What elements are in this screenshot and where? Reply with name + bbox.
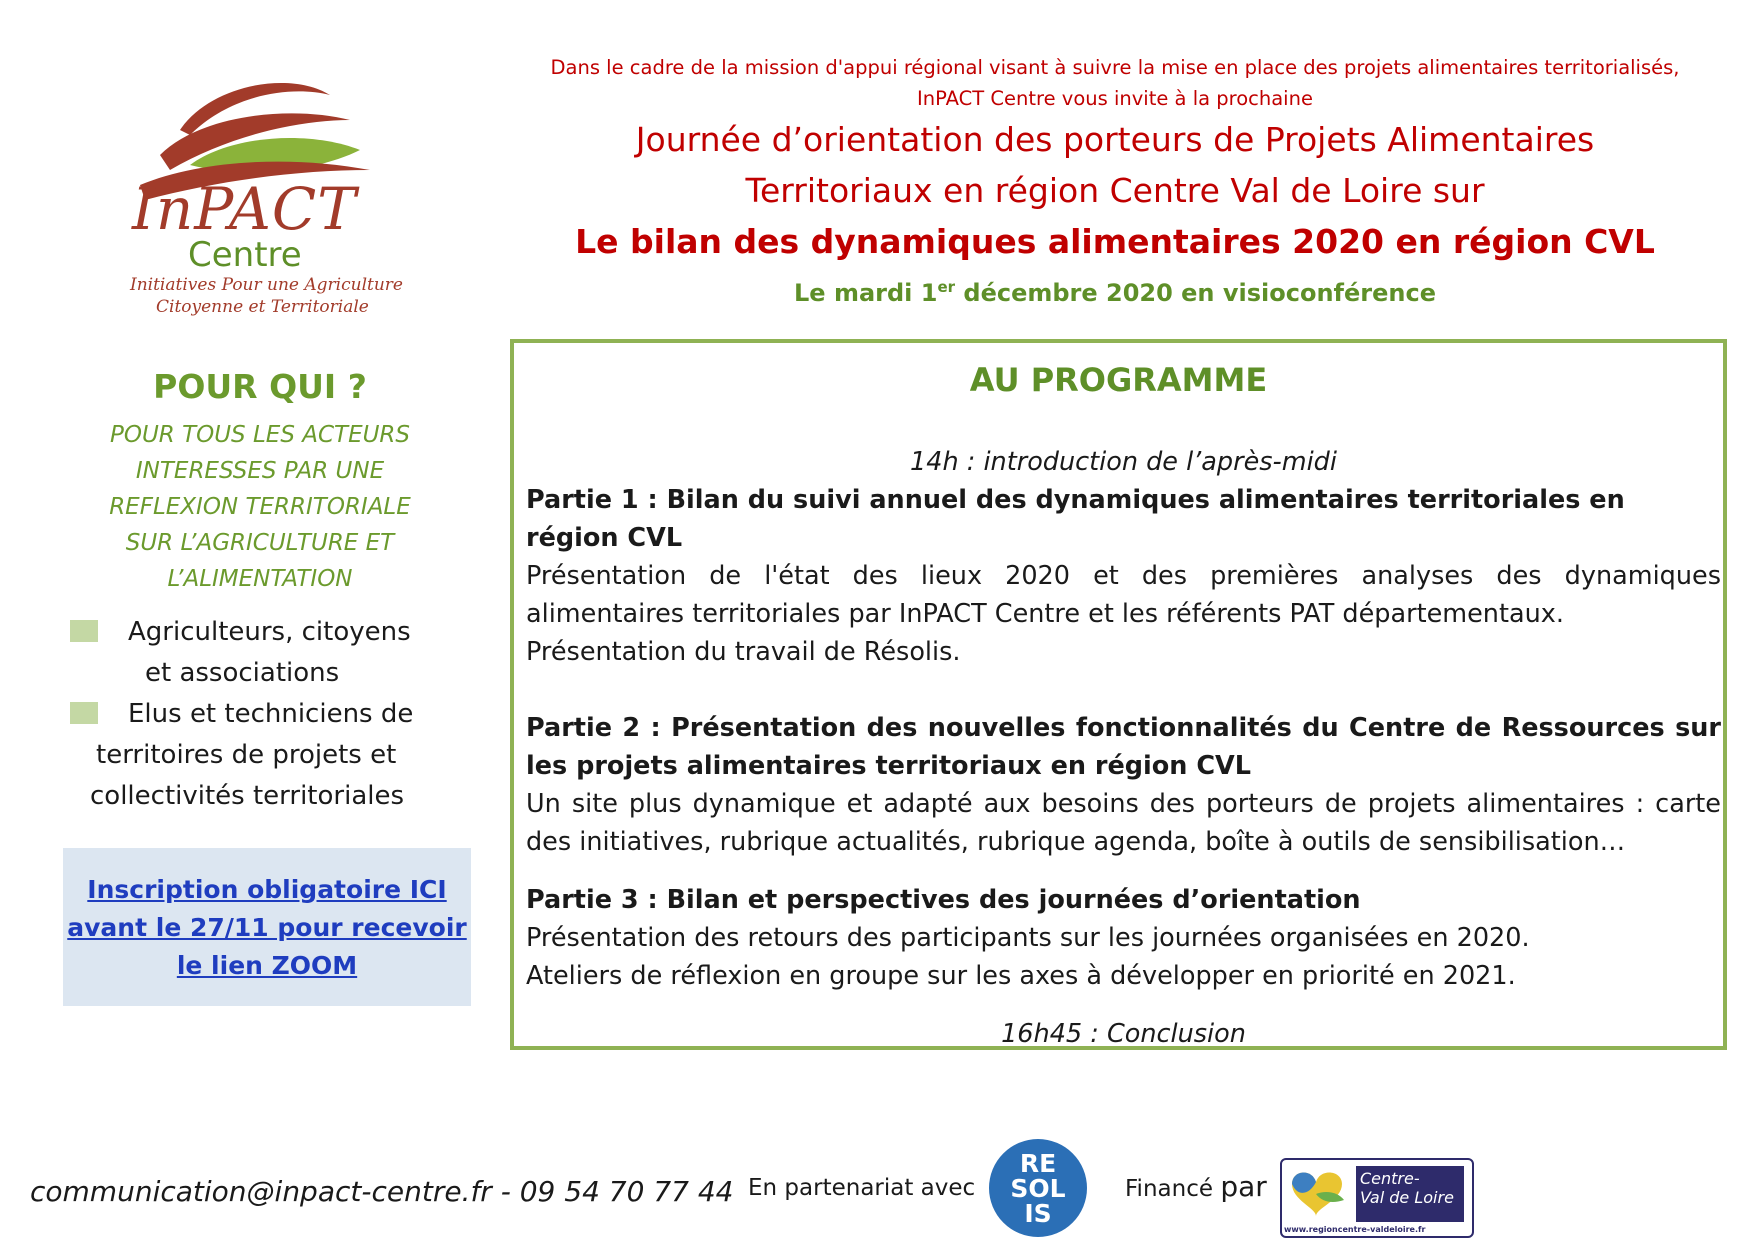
audience-item-2 bbox=[70, 694, 460, 735]
square-bullet-icon bbox=[70, 620, 98, 642]
logo-subtitle: Centre bbox=[188, 235, 302, 275]
inscription-line-1: Inscription obligatoire ICI bbox=[87, 875, 447, 904]
partie-1-text-1: Présentation de l'état des lieux 2020 et des premières analyses des dynamiques alimentaires territoriales par InPACT Centre et les référents PAT départementaux. bbox=[526, 561, 1721, 629]
partie-3-title: Partie 3 : Bilan et perspectives des journées d’orientation bbox=[526, 885, 1361, 915]
event-title-line-3: Le bilan des dynamiques alimentaires 2020 en région CVL bbox=[575, 222, 1655, 261]
partie-2-text: Un site plus dynamique et adapté aux besoins des porteurs de projets alimentaires : carte des initiatives, rubrique actualités, rubrique agenda, boîte à outils de sensibilisation… bbox=[526, 789, 1721, 857]
inscription-line-2: avant le 27/11 pour recevoir bbox=[67, 913, 467, 942]
intro-line-1: Dans le cadre de la mission d'appui régional visant à suivre la mise en place des projets alimentaires territorialisés, bbox=[550, 56, 1680, 79]
program-conclusion: 16h45 : Conclusion bbox=[1001, 1019, 1246, 1049]
partie-1-title: Partie 1 : Bilan du suivi annuel des dynamiques alimentaires territoriales en région CVL bbox=[526, 485, 1625, 553]
audience-item-1-line-1: Agriculteurs, citoyens bbox=[128, 617, 411, 647]
acteurs-line: INTERESSES PAR UNE bbox=[135, 458, 385, 484]
acteurs-line: POUR TOUS LES ACTEURS bbox=[109, 422, 411, 448]
event-title-line-2: Territoriaux en région Centre Val de Loire sur bbox=[745, 171, 1485, 210]
acteurs-line: SUR L’AGRICULTURE ET bbox=[125, 530, 395, 556]
audience-item-2-line-2: territoires de projets et bbox=[96, 740, 397, 770]
resolis-logo-line: IS bbox=[1024, 1199, 1052, 1228]
date-suffix: décembre 2020 en visioconférence bbox=[955, 279, 1436, 307]
event-title-line-1: Journée d’orientation des porteurs de Projets Alimentaires bbox=[635, 120, 1595, 159]
audience-item-2-line-1: Elus et techniciens de bbox=[128, 699, 414, 729]
logo-tagline-line1: Initiatives Pour une Agriculture bbox=[130, 275, 403, 295]
intro-line-2: InPACT Centre vous invite à la prochaine bbox=[917, 87, 1313, 110]
square-bullet-icon bbox=[70, 702, 98, 724]
inpact-centre-logo bbox=[120, 75, 403, 320]
acteurs-description bbox=[60, 417, 460, 597]
audience-item-2-line-3: collectivités territoriales bbox=[90, 781, 405, 811]
finance-label bbox=[1125, 1170, 1267, 1203]
partner-label: En partenariat avec bbox=[748, 1175, 976, 1201]
contact-info: communication@inpact-centre.fr - 09 54 70 77 44 bbox=[30, 1175, 734, 1208]
program-box bbox=[510, 339, 1727, 1050]
region-name-line-2: Val de Loire bbox=[1360, 1188, 1454, 1207]
audience-item-1 bbox=[70, 612, 460, 653]
pour-qui-heading: POUR QUI ? bbox=[153, 367, 367, 406]
partie-1-text-2: Présentation du travail de Résolis. bbox=[526, 637, 961, 667]
inscription-box bbox=[63, 848, 471, 1006]
region-centre-logo bbox=[1280, 1158, 1474, 1238]
date-prefix: Le mardi 1 bbox=[794, 279, 938, 307]
program-content bbox=[526, 443, 1721, 1053]
audience-item-1-line-2: et associations bbox=[145, 658, 340, 688]
region-emblem-icon bbox=[1286, 1164, 1352, 1220]
region-name-line-1: Centre- bbox=[1360, 1169, 1420, 1188]
event-date bbox=[500, 267, 1730, 313]
audience-list bbox=[70, 612, 460, 817]
event-header bbox=[500, 52, 1730, 313]
inscription-link[interactable] bbox=[63, 848, 471, 985]
partie-3-text-1: Présentation des retours des participants sur les journées organisées en 2020. bbox=[526, 923, 1530, 953]
program-intro: 14h : introduction de l’après-midi bbox=[910, 447, 1337, 477]
resolis-logo-line: SOL bbox=[1010, 1174, 1066, 1203]
logo-wordmark: InPACT bbox=[132, 175, 357, 243]
acteurs-line: L’ALIMENTATION bbox=[167, 566, 353, 592]
program-title: AU PROGRAMME bbox=[969, 361, 1268, 399]
partie-2-title: Partie 2 : Présentation des nouvelles fonctionnalités du Centre de Ressources sur les projets alimentaires territoriaux en région CVL bbox=[526, 713, 1721, 781]
region-name bbox=[1356, 1166, 1464, 1222]
partie-3-text-2: Ateliers de réflexion en groupe sur les axes à développer en priorité en 2021. bbox=[526, 961, 1516, 991]
logo-tagline-line2: Citoyenne et Territoriale bbox=[156, 297, 369, 317]
region-url: www.regioncentre-valdeloire.fr bbox=[1284, 1225, 1426, 1234]
finance-par-text: par bbox=[1220, 1170, 1267, 1203]
acteurs-line: REFLEXION TERRITORIALE bbox=[109, 494, 411, 520]
resolis-logo-line: RE bbox=[1019, 1149, 1057, 1178]
audience-section bbox=[60, 365, 460, 597]
date-sup: er bbox=[937, 278, 956, 296]
inscription-line-3: le lien ZOOM bbox=[176, 951, 358, 980]
resolis-logo bbox=[989, 1139, 1087, 1237]
finance-label-text: Financé bbox=[1125, 1176, 1213, 1202]
